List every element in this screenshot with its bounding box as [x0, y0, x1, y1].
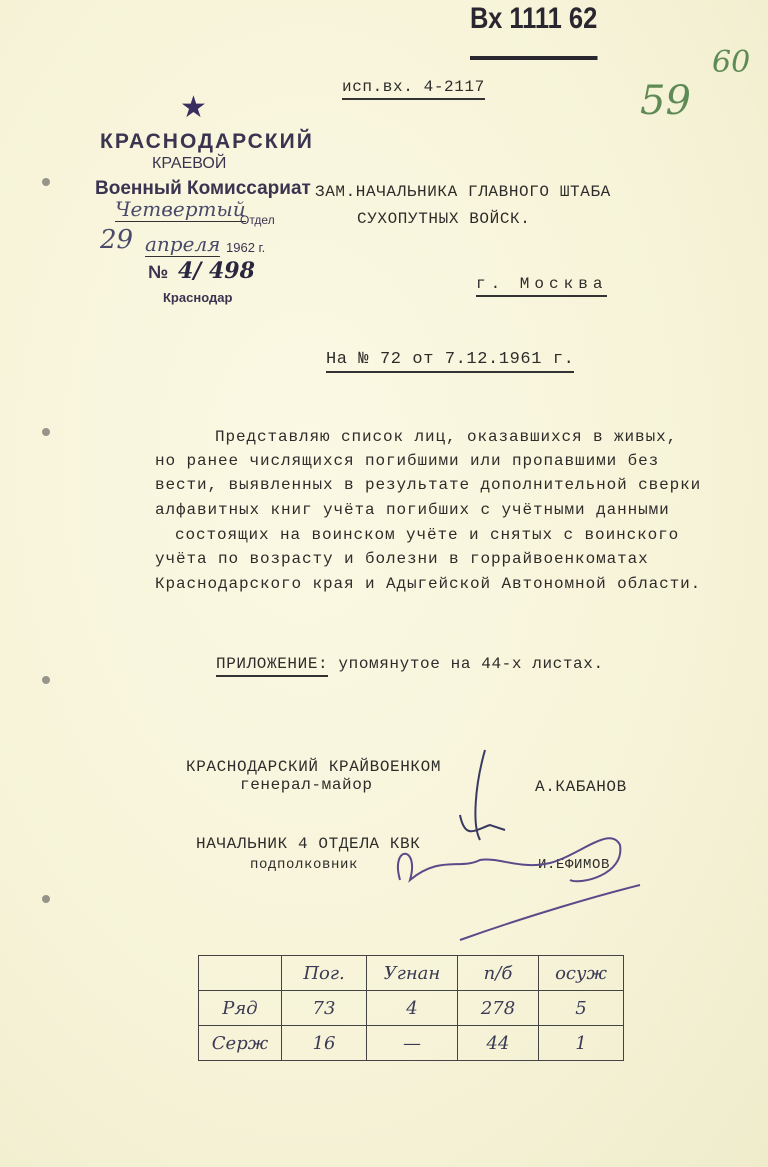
- execution-reference: исп.вх. 4-2117: [342, 78, 485, 100]
- addressee-line2: СУХОПУТНЫХ ВОЙСК.: [357, 210, 531, 228]
- table-header-cell: Угнан: [367, 956, 458, 991]
- signature-1-name: А.КАБАНОВ: [535, 778, 627, 796]
- table-header-cell: [199, 956, 282, 991]
- signature-2-name: И.ЕФИМОВ: [538, 857, 611, 873]
- table-cell: 4: [367, 991, 458, 1026]
- stamp-line3: Военный Комиссариат: [95, 178, 311, 199]
- stamp-date-year: 1962 г.: [226, 240, 266, 255]
- table-cell: 1: [539, 1026, 624, 1061]
- stamp-department-label: Отдел: [240, 213, 275, 227]
- punch-hole: [42, 178, 50, 186]
- attachment: [216, 655, 604, 673]
- table-cell: —: [367, 1026, 458, 1061]
- reference-line: На № 72 от 7.12.1961 г.: [326, 350, 574, 373]
- table-header-cell: п/б: [458, 956, 539, 991]
- table-cell: Ряд: [199, 991, 282, 1026]
- body-line: учёта по возрасту и болезни в горрайвоенкоматах: [155, 550, 649, 568]
- table-header-cell: Пог.: [282, 956, 367, 991]
- table-cell: Серж: [199, 1026, 282, 1061]
- table-cell: 5: [539, 991, 624, 1026]
- stamp-date-month: апреля: [145, 232, 221, 256]
- stamp-department: Четвертый: [115, 197, 246, 221]
- body-line: но ранее числящихся погибшими или пропавшими без: [155, 452, 660, 470]
- body-line: вести, выявленных в результате дополнительной сверки: [155, 476, 702, 494]
- table-header-row: [199, 956, 624, 991]
- punch-hole: [42, 428, 50, 436]
- table-header-cell: осуж: [539, 956, 624, 991]
- handwritten-signatures: [380, 745, 680, 945]
- body-line: состоящих на воинском учёте и снятых с воинского: [175, 526, 680, 544]
- table-cell: 44: [458, 1026, 539, 1061]
- signature-2-title: НАЧАЛЬНИК 4 ОТДЕЛА КВК: [196, 835, 421, 853]
- page-number: 59: [640, 78, 691, 124]
- addressee-city: г. Москва: [476, 275, 607, 297]
- tally-table: [198, 955, 624, 1061]
- punch-hole: [42, 676, 50, 684]
- attachment-text: упомянутое на 44-х листах.: [338, 655, 604, 673]
- signature-1-rank: генерал-майор: [240, 776, 373, 794]
- signature-2-rank: подполковник: [250, 857, 359, 873]
- stamp-line1: КРАСНОДАРСКИЙ: [100, 130, 314, 153]
- stamp-number: 4/ 498: [178, 258, 255, 284]
- stamp-city: Краснодар: [163, 290, 233, 305]
- table-cell: 73: [282, 991, 367, 1026]
- addressee-line1: ЗАМ.НАЧАЛЬНИКА ГЛАВНОГО ШТАБА: [315, 183, 611, 201]
- signature-1-title: КРАСНОДАРСКИЙ КРАЙВОЕНКОМ: [186, 758, 442, 776]
- incoming-stamp: Вх 1111 62: [470, 2, 597, 60]
- body-line: Краснодарского края и Адыгейской Автономной области.: [155, 575, 702, 593]
- star-icon: ★: [180, 91, 207, 124]
- table-cell: 16: [282, 1026, 367, 1061]
- stamp-date-day: 29: [100, 225, 134, 255]
- punch-hole: [42, 895, 50, 903]
- body-line: Представляю список лиц, оказавшихся в живых,: [215, 428, 678, 446]
- stamp-number-label: №: [148, 262, 169, 282]
- page-number-secondary: 60: [712, 45, 751, 80]
- attachment-label: ПРИЛОЖЕНИЕ:: [216, 655, 328, 677]
- table-cell: 278: [458, 991, 539, 1026]
- table-row: [199, 991, 624, 1026]
- body-line: алфавитных книг учёта погибших с учётными данными: [155, 501, 670, 519]
- stamp-line2: КРАЕВОЙ: [152, 155, 227, 172]
- table-row: [199, 1026, 624, 1061]
